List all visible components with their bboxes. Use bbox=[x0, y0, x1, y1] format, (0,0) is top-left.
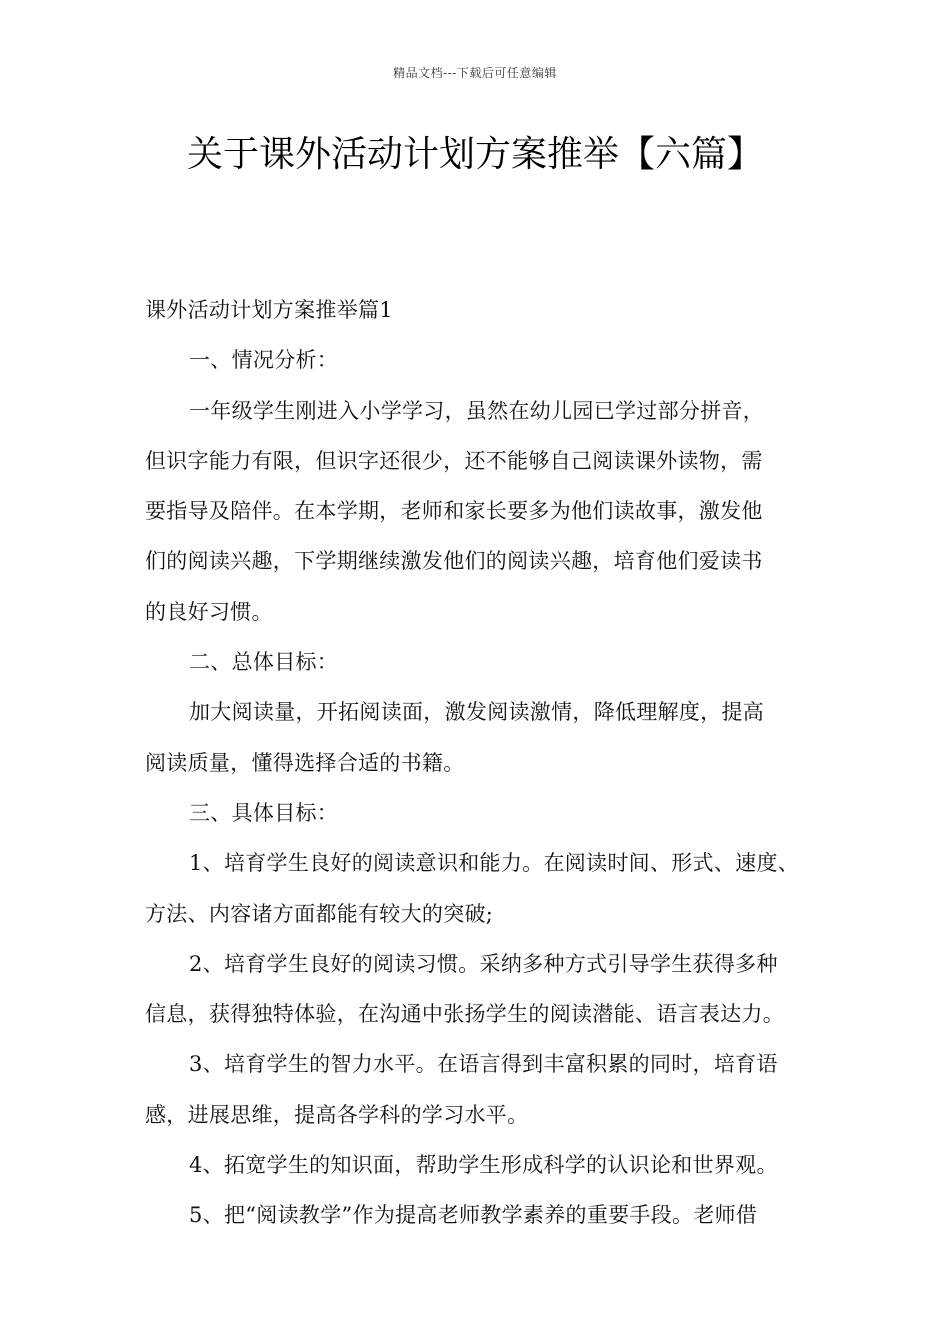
paragraph-line: 感，进展思维，提高各学科的学习水平。 bbox=[145, 1102, 529, 1127]
paragraph-line: 一年级学生刚进入小学学习，虽然在幼儿园已学过部分拼音， bbox=[189, 398, 765, 423]
document-body bbox=[145, 285, 830, 1241]
paragraph-line: 但识字能力有限，但识字还很少，还不能够自己阅读课外读物，需 bbox=[145, 448, 763, 473]
paragraph-line: 加大阅读量，开拓阅读面，激发阅读激情，降低理解度，提高 bbox=[189, 700, 765, 725]
paragraph-line: 信息，获得独特体验，在沟通中张扬学生的阅读潜能、语言表达力。 bbox=[145, 1002, 784, 1027]
paragraph-line: 1、培育学生良好的阅读意识和能力。在阅读时间、形式、速度、 bbox=[189, 851, 800, 876]
paragraph-line: 方法、内容诸方面都能有较大的突破; bbox=[145, 901, 494, 926]
paragraph-line: 一、情况分析： bbox=[189, 348, 339, 373]
document-title: 关于课外活动计划方案推举【六篇】 bbox=[186, 134, 763, 175]
paragraph-line: 二、总体目标： bbox=[189, 650, 339, 675]
paragraph-line: 三、具体目标： bbox=[189, 800, 339, 825]
paragraph-line: 要指导及陪伴。在本学期，老师和家长要多为他们读故事，激发他 bbox=[145, 499, 763, 524]
paragraph-line: 5、把“阅读教学”作为提高老师教学素养的重要手段。老师借 bbox=[189, 1203, 758, 1228]
paragraph-line: 3、培育学生的智力水平。在语言得到丰富积累的同时，培育语 bbox=[189, 1052, 778, 1077]
paragraph-line: 2、培育学生良好的阅读习惯。采纳多种方式引导学生获得多种 bbox=[189, 951, 778, 976]
header-note: 精品文档---下载后可任意编辑 bbox=[393, 66, 557, 80]
paragraph-line: 的良好习惯。 bbox=[145, 599, 273, 624]
paragraph-line: 4、拓宽学生的知识面，帮助学生形成科学的认识论和世界观。 bbox=[189, 1153, 778, 1178]
paragraph-line: 阅读质量，懂得选择合适的书籍。 bbox=[145, 750, 465, 775]
section-heading: 课外活动计划方案推举篇1 bbox=[145, 298, 393, 322]
paragraph-line: 们的阅读兴趣，下学期继续激发他们的阅读兴趣，培育他们爱读书 bbox=[145, 549, 763, 574]
